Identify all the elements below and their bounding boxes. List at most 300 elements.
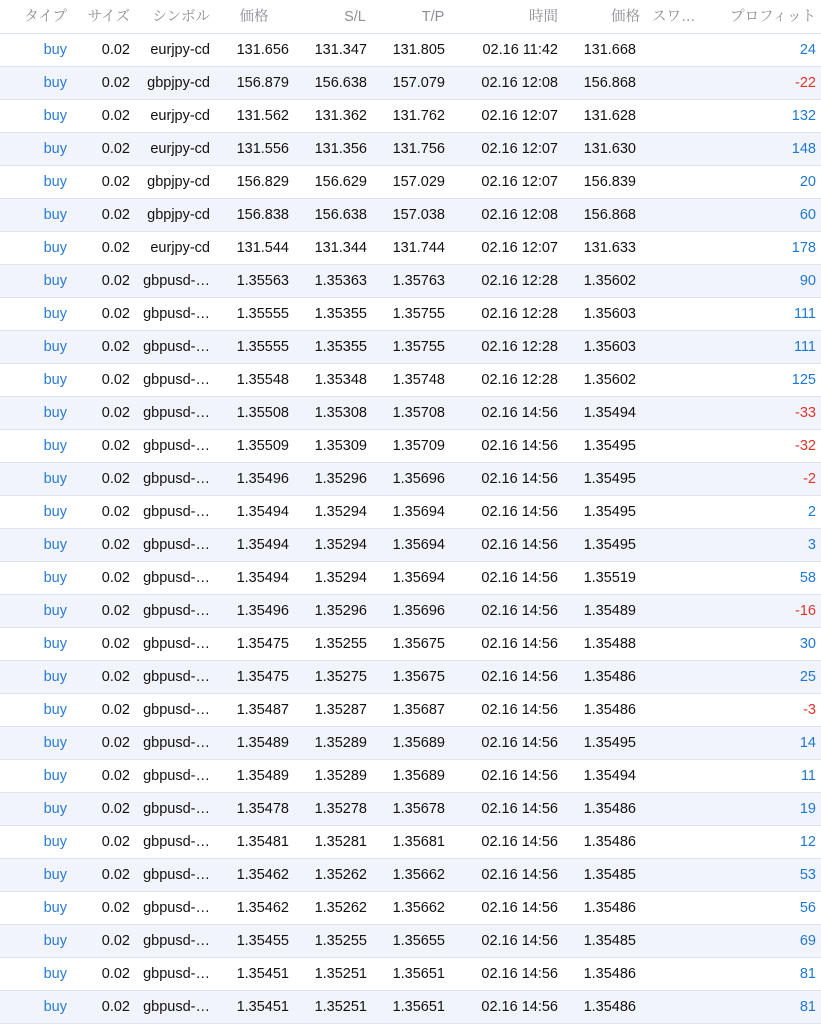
cell-take-profit: 157.038 bbox=[392, 207, 445, 223]
cell-profit: 111 bbox=[793, 339, 816, 355]
cell-symbol: eurjpy-cd bbox=[150, 108, 210, 124]
cell-stop-loss: 1.35262 bbox=[314, 900, 367, 916]
cell-take-profit: 131.805 bbox=[392, 42, 445, 58]
cell-symbol: gbpusd-… bbox=[143, 537, 210, 553]
cell-profit: 125 bbox=[791, 372, 816, 388]
cell-stop-loss: 131.347 bbox=[314, 42, 367, 58]
cell-type: buy bbox=[43, 636, 67, 652]
table-row[interactable] bbox=[0, 727, 821, 760]
cell-take-profit: 1.35696 bbox=[392, 471, 445, 487]
cell-stop-loss: 1.35355 bbox=[314, 339, 367, 355]
cell-current-price: 1.35602 bbox=[583, 372, 636, 388]
cell-take-profit: 1.35689 bbox=[392, 768, 445, 784]
cell-take-profit: 1.35662 bbox=[392, 867, 445, 883]
cell-time: 02.16 14:56 bbox=[481, 768, 558, 784]
table-row[interactable] bbox=[0, 892, 821, 925]
cell-current-price: 1.35486 bbox=[583, 669, 636, 685]
table-row[interactable] bbox=[0, 991, 821, 1024]
cell-time: 02.16 14:56 bbox=[481, 702, 558, 718]
cell-stop-loss: 1.35294 bbox=[314, 570, 367, 586]
cell-symbol: gbpjpy-cd bbox=[147, 75, 210, 91]
cell-take-profit: 131.744 bbox=[392, 240, 445, 256]
cell-type: buy bbox=[43, 339, 67, 355]
cell-profit: 148 bbox=[791, 141, 816, 157]
cell-take-profit: 1.35655 bbox=[392, 933, 445, 949]
cell-open-price: 1.35494 bbox=[236, 537, 289, 553]
cell-stop-loss: 1.35255 bbox=[314, 933, 367, 949]
cell-current-price: 1.35486 bbox=[583, 900, 636, 916]
cell-type: buy bbox=[43, 174, 67, 190]
cell-symbol: gbpusd-… bbox=[143, 504, 210, 520]
cell-stop-loss: 1.35281 bbox=[314, 834, 367, 850]
cell-size: 0.02 bbox=[101, 735, 130, 751]
cell-type: buy bbox=[43, 966, 67, 982]
cell-profit: 53 bbox=[799, 867, 816, 883]
cell-size: 0.02 bbox=[101, 141, 130, 157]
cell-open-price: 131.556 bbox=[236, 141, 289, 157]
table-row[interactable] bbox=[0, 265, 821, 298]
table-row[interactable] bbox=[0, 859, 821, 892]
cell-current-price: 1.35495 bbox=[583, 438, 636, 454]
cell-profit: -32 bbox=[795, 438, 816, 454]
column-header-symbol[interactable]: シンボル bbox=[152, 9, 210, 25]
cell-stop-loss: 1.35355 bbox=[314, 306, 367, 322]
cell-stop-loss: 1.35348 bbox=[314, 372, 367, 388]
cell-take-profit: 131.762 bbox=[392, 108, 445, 124]
cell-type: buy bbox=[43, 273, 67, 289]
cell-time: 02.16 12:07 bbox=[481, 141, 558, 157]
cell-current-price: 1.35486 bbox=[583, 801, 636, 817]
cell-open-price: 1.35496 bbox=[236, 603, 289, 619]
cell-open-price: 1.35548 bbox=[236, 372, 289, 388]
table-row[interactable] bbox=[0, 199, 821, 232]
column-header-sl[interactable]: S/L bbox=[344, 9, 366, 25]
cell-time: 02.16 14:56 bbox=[481, 438, 558, 454]
cell-size: 0.02 bbox=[101, 372, 130, 388]
cell-time: 02.16 14:56 bbox=[481, 669, 558, 685]
cell-symbol: gbpusd-… bbox=[143, 834, 210, 850]
column-header-type[interactable]: タイプ bbox=[24, 9, 67, 25]
cell-open-price: 1.35555 bbox=[236, 339, 289, 355]
cell-size: 0.02 bbox=[101, 339, 130, 355]
cell-stop-loss: 1.35255 bbox=[314, 636, 367, 652]
cell-current-price: 1.35603 bbox=[583, 306, 636, 322]
cell-stop-loss: 1.35363 bbox=[314, 273, 367, 289]
column-header-size[interactable]: サイズ bbox=[87, 9, 130, 25]
cell-time: 02.16 14:56 bbox=[481, 603, 558, 619]
column-header-profit[interactable]: プロフィット bbox=[730, 9, 816, 25]
table-row[interactable] bbox=[0, 67, 821, 100]
cell-current-price: 131.630 bbox=[583, 141, 636, 157]
cell-profit: 11 bbox=[800, 768, 816, 784]
cell-open-price: 1.35487 bbox=[236, 702, 289, 718]
cell-open-price: 1.35451 bbox=[236, 966, 289, 982]
cell-profit: 58 bbox=[799, 570, 816, 586]
cell-open-price: 1.35481 bbox=[236, 834, 289, 850]
table-row[interactable] bbox=[0, 133, 821, 166]
cell-symbol: gbpusd-… bbox=[143, 669, 210, 685]
column-header-current-price[interactable]: 価格 bbox=[611, 9, 640, 25]
table-row[interactable] bbox=[0, 694, 821, 727]
cell-open-price: 156.879 bbox=[236, 75, 289, 91]
cell-stop-loss: 1.35308 bbox=[314, 405, 367, 421]
cell-time: 02.16 12:08 bbox=[481, 207, 558, 223]
cell-type: buy bbox=[43, 240, 67, 256]
cell-take-profit: 1.35681 bbox=[392, 834, 445, 850]
cell-profit: -2 bbox=[803, 471, 816, 487]
cell-type: buy bbox=[43, 438, 67, 454]
cell-symbol: gbpusd-… bbox=[143, 900, 210, 916]
cell-size: 0.02 bbox=[101, 405, 130, 421]
cell-take-profit: 157.079 bbox=[392, 75, 445, 91]
table-row[interactable] bbox=[0, 298, 821, 331]
cell-size: 0.02 bbox=[101, 669, 130, 685]
cell-symbol: gbpusd-… bbox=[143, 372, 210, 388]
cell-time: 02.16 12:07 bbox=[481, 108, 558, 124]
table-row[interactable] bbox=[0, 430, 821, 463]
cell-take-profit: 1.35755 bbox=[392, 306, 445, 322]
cell-stop-loss: 1.35296 bbox=[314, 603, 367, 619]
cell-take-profit: 1.35696 bbox=[392, 603, 445, 619]
cell-current-price: 1.35495 bbox=[583, 471, 636, 487]
cell-take-profit: 157.029 bbox=[392, 174, 445, 190]
cell-current-price: 1.35486 bbox=[583, 966, 636, 982]
cell-size: 0.02 bbox=[101, 306, 130, 322]
cell-profit: 19 bbox=[799, 801, 816, 817]
cell-current-price: 1.35485 bbox=[583, 867, 636, 883]
column-header-time[interactable]: 時間 bbox=[529, 9, 558, 25]
table-row[interactable] bbox=[0, 925, 821, 958]
cell-profit: 132 bbox=[791, 108, 816, 124]
cell-stop-loss: 156.638 bbox=[314, 75, 367, 91]
cell-profit: 12 bbox=[799, 834, 816, 850]
cell-current-price: 156.839 bbox=[583, 174, 636, 190]
cell-stop-loss: 156.638 bbox=[314, 207, 367, 223]
cell-symbol: gbpusd-… bbox=[143, 273, 210, 289]
table-row[interactable] bbox=[0, 331, 821, 364]
cell-time: 02.16 12:28 bbox=[481, 273, 558, 289]
table-row[interactable] bbox=[0, 562, 821, 595]
cell-profit: 69 bbox=[799, 933, 816, 949]
cell-profit: -33 bbox=[795, 405, 816, 421]
cell-current-price: 1.35519 bbox=[583, 570, 636, 586]
cell-stop-loss: 131.362 bbox=[314, 108, 367, 124]
cell-size: 0.02 bbox=[101, 75, 130, 91]
cell-size: 0.02 bbox=[101, 240, 130, 256]
cell-type: buy bbox=[43, 372, 67, 388]
cell-profit: 2 bbox=[807, 504, 816, 520]
cell-symbol: gbpusd-… bbox=[143, 405, 210, 421]
cell-stop-loss: 1.35275 bbox=[314, 669, 367, 685]
cell-take-profit: 1.35675 bbox=[392, 669, 445, 685]
table-row[interactable] bbox=[0, 628, 821, 661]
cell-type: buy bbox=[43, 207, 67, 223]
table-row[interactable] bbox=[0, 793, 821, 826]
cell-open-price: 131.562 bbox=[236, 108, 289, 124]
cell-open-price: 1.35494 bbox=[236, 570, 289, 586]
cell-profit: 20 bbox=[799, 174, 816, 190]
cell-stop-loss: 1.35289 bbox=[314, 768, 367, 784]
cell-stop-loss: 1.35287 bbox=[314, 702, 367, 718]
cell-stop-loss: 156.629 bbox=[314, 174, 367, 190]
cell-size: 0.02 bbox=[101, 42, 130, 58]
cell-profit: 30 bbox=[799, 636, 816, 652]
cell-time: 02.16 12:08 bbox=[481, 75, 558, 91]
cell-stop-loss: 131.356 bbox=[314, 141, 367, 157]
cell-current-price: 1.35486 bbox=[583, 834, 636, 850]
cell-type: buy bbox=[43, 933, 67, 949]
cell-profit: 90 bbox=[799, 273, 816, 289]
cell-profit: 81 bbox=[799, 966, 816, 982]
cell-size: 0.02 bbox=[101, 900, 130, 916]
cell-type: buy bbox=[43, 735, 67, 751]
table-row[interactable] bbox=[0, 34, 821, 67]
cell-current-price: 131.628 bbox=[583, 108, 636, 124]
cell-size: 0.02 bbox=[101, 834, 130, 850]
cell-take-profit: 1.35662 bbox=[392, 900, 445, 916]
cell-time: 02.16 12:07 bbox=[481, 174, 558, 190]
cell-open-price: 1.35508 bbox=[236, 405, 289, 421]
cell-size: 0.02 bbox=[101, 108, 130, 124]
table-row[interactable] bbox=[0, 661, 821, 694]
cell-current-price: 156.868 bbox=[583, 75, 636, 91]
cell-open-price: 1.35462 bbox=[236, 867, 289, 883]
cell-symbol: gbpusd-… bbox=[143, 735, 210, 751]
cell-type: buy bbox=[43, 471, 67, 487]
cell-take-profit: 1.35689 bbox=[392, 735, 445, 751]
cell-profit: 81 bbox=[799, 999, 816, 1015]
cell-current-price: 156.868 bbox=[583, 207, 636, 223]
cell-current-price: 1.35494 bbox=[583, 768, 636, 784]
cell-symbol: gbpjpy-cd bbox=[147, 174, 210, 190]
cell-type: buy bbox=[43, 504, 67, 520]
table-row[interactable] bbox=[0, 529, 821, 562]
cell-time: 02.16 12:28 bbox=[481, 372, 558, 388]
cell-profit: 178 bbox=[791, 240, 816, 256]
cell-profit: -22 bbox=[795, 75, 816, 91]
cell-open-price: 156.838 bbox=[236, 207, 289, 223]
cell-profit: -3 bbox=[803, 702, 816, 718]
cell-time: 02.16 12:07 bbox=[481, 240, 558, 256]
cell-symbol: eurjpy-cd bbox=[150, 141, 210, 157]
cell-type: buy bbox=[43, 702, 67, 718]
cell-stop-loss: 1.35262 bbox=[314, 867, 367, 883]
cell-symbol: gbpusd-… bbox=[143, 999, 210, 1015]
cell-profit: -16 bbox=[795, 603, 816, 619]
cell-size: 0.02 bbox=[101, 636, 130, 652]
table-row[interactable] bbox=[0, 100, 821, 133]
cell-size: 0.02 bbox=[101, 603, 130, 619]
cell-profit: 56 bbox=[799, 900, 816, 916]
cell-symbol: gbpusd-… bbox=[143, 306, 210, 322]
table-row[interactable] bbox=[0, 760, 821, 793]
cell-profit: 24 bbox=[799, 42, 816, 58]
cell-type: buy bbox=[43, 999, 67, 1015]
cell-size: 0.02 bbox=[101, 504, 130, 520]
cell-time: 02.16 14:56 bbox=[481, 834, 558, 850]
cell-symbol: gbpusd-… bbox=[143, 768, 210, 784]
cell-stop-loss: 1.35309 bbox=[314, 438, 367, 454]
cell-open-price: 1.35478 bbox=[236, 801, 289, 817]
cell-take-profit: 1.35694 bbox=[392, 537, 445, 553]
cell-stop-loss: 1.35296 bbox=[314, 471, 367, 487]
cell-type: buy bbox=[43, 141, 67, 157]
cell-type: buy bbox=[43, 768, 67, 784]
table-row[interactable] bbox=[0, 496, 821, 529]
cell-current-price: 1.35494 bbox=[583, 405, 636, 421]
cell-take-profit: 1.35651 bbox=[392, 966, 445, 982]
cell-take-profit: 1.35748 bbox=[392, 372, 445, 388]
cell-symbol: gbpusd-… bbox=[143, 702, 210, 718]
cell-current-price: 1.35495 bbox=[583, 537, 636, 553]
cell-time: 02.16 14:56 bbox=[481, 537, 558, 553]
cell-symbol: eurjpy-cd bbox=[150, 42, 210, 58]
cell-size: 0.02 bbox=[101, 471, 130, 487]
cell-symbol: gbpusd-… bbox=[143, 801, 210, 817]
cell-take-profit: 1.35687 bbox=[392, 702, 445, 718]
cell-symbol: gbpusd-… bbox=[143, 966, 210, 982]
cell-symbol: gbpjpy-cd bbox=[147, 207, 210, 223]
cell-time: 02.16 14:56 bbox=[481, 933, 558, 949]
cell-size: 0.02 bbox=[101, 702, 130, 718]
cell-open-price: 131.544 bbox=[236, 240, 289, 256]
cell-type: buy bbox=[43, 900, 67, 916]
cell-symbol: eurjpy-cd bbox=[150, 240, 210, 256]
cell-time: 02.16 12:28 bbox=[481, 339, 558, 355]
cell-current-price: 131.668 bbox=[583, 42, 636, 58]
cell-stop-loss: 1.35251 bbox=[314, 999, 367, 1015]
cell-time: 02.16 14:56 bbox=[481, 570, 558, 586]
table-row[interactable] bbox=[0, 826, 821, 859]
cell-stop-loss: 1.35278 bbox=[314, 801, 367, 817]
cell-open-price: 1.35462 bbox=[236, 900, 289, 916]
cell-open-price: 1.35475 bbox=[236, 669, 289, 685]
cell-type: buy bbox=[43, 306, 67, 322]
cell-size: 0.02 bbox=[101, 537, 130, 553]
cell-current-price: 131.633 bbox=[583, 240, 636, 256]
cell-size: 0.02 bbox=[101, 570, 130, 586]
cell-open-price: 1.35489 bbox=[236, 768, 289, 784]
cell-profit: 111 bbox=[793, 306, 816, 322]
cell-stop-loss: 1.35294 bbox=[314, 537, 367, 553]
column-header-tp[interactable]: T/P bbox=[421, 9, 445, 25]
table-row[interactable] bbox=[0, 595, 821, 628]
cell-current-price: 1.35602 bbox=[583, 273, 636, 289]
cell-size: 0.02 bbox=[101, 207, 130, 223]
cell-symbol: gbpusd-… bbox=[143, 867, 210, 883]
cell-type: buy bbox=[43, 42, 67, 58]
cell-time: 02.16 14:56 bbox=[481, 735, 558, 751]
table-body bbox=[0, 34, 821, 1024]
cell-current-price: 1.35495 bbox=[583, 735, 636, 751]
cell-time: 02.16 14:56 bbox=[481, 504, 558, 520]
cell-take-profit: 1.35651 bbox=[392, 999, 445, 1015]
cell-size: 0.02 bbox=[101, 174, 130, 190]
cell-profit: 14 bbox=[799, 735, 816, 751]
cell-stop-loss: 1.35294 bbox=[314, 504, 367, 520]
cell-stop-loss: 1.35289 bbox=[314, 735, 367, 751]
cell-open-price: 1.35455 bbox=[236, 933, 289, 949]
cell-time: 02.16 14:56 bbox=[481, 801, 558, 817]
cell-current-price: 1.35603 bbox=[583, 339, 636, 355]
cell-type: buy bbox=[43, 867, 67, 883]
cell-current-price: 1.35489 bbox=[583, 603, 636, 619]
cell-time: 02.16 14:56 bbox=[481, 867, 558, 883]
cell-type: buy bbox=[43, 570, 67, 586]
cell-type: buy bbox=[43, 603, 67, 619]
cell-time: 02.16 12:28 bbox=[481, 306, 558, 322]
column-header-swap[interactable]: スワ… bbox=[652, 9, 696, 25]
table-row[interactable] bbox=[0, 364, 821, 397]
cell-time: 02.16 11:42 bbox=[482, 42, 558, 58]
cell-open-price: 1.35563 bbox=[236, 273, 289, 289]
cell-open-price: 131.656 bbox=[236, 42, 289, 58]
cell-profit: 25 bbox=[799, 669, 816, 685]
cell-current-price: 1.35488 bbox=[583, 636, 636, 652]
cell-symbol: gbpusd-… bbox=[143, 603, 210, 619]
cell-symbol: gbpusd-… bbox=[143, 570, 210, 586]
cell-size: 0.02 bbox=[101, 999, 130, 1015]
cell-take-profit: 1.35709 bbox=[392, 438, 445, 454]
cell-symbol: gbpusd-… bbox=[143, 438, 210, 454]
cell-size: 0.02 bbox=[101, 768, 130, 784]
cell-size: 0.02 bbox=[101, 273, 130, 289]
cell-take-profit: 1.35708 bbox=[392, 405, 445, 421]
cell-size: 0.02 bbox=[101, 801, 130, 817]
cell-current-price: 1.35486 bbox=[583, 999, 636, 1015]
cell-profit: 60 bbox=[799, 207, 816, 223]
cell-open-price: 1.35451 bbox=[236, 999, 289, 1015]
cell-current-price: 1.35486 bbox=[583, 702, 636, 718]
table-row[interactable] bbox=[0, 958, 821, 991]
cell-take-profit: 1.35694 bbox=[392, 504, 445, 520]
cell-take-profit: 1.35763 bbox=[392, 273, 445, 289]
cell-time: 02.16 14:56 bbox=[481, 636, 558, 652]
cell-open-price: 1.35489 bbox=[236, 735, 289, 751]
table-row[interactable] bbox=[0, 232, 821, 265]
cell-time: 02.16 14:56 bbox=[481, 966, 558, 982]
cell-take-profit: 1.35678 bbox=[392, 801, 445, 817]
table-row[interactable] bbox=[0, 463, 821, 496]
cell-type: buy bbox=[43, 537, 67, 553]
cell-current-price: 1.35485 bbox=[583, 933, 636, 949]
table-row[interactable] bbox=[0, 397, 821, 430]
cell-type: buy bbox=[43, 834, 67, 850]
table-header bbox=[0, 0, 821, 34]
table-row[interactable] bbox=[0, 166, 821, 199]
cell-open-price: 1.35509 bbox=[236, 438, 289, 454]
cell-stop-loss: 1.35251 bbox=[314, 966, 367, 982]
cell-open-price: 1.35475 bbox=[236, 636, 289, 652]
cell-profit: 3 bbox=[807, 537, 816, 553]
cell-take-profit: 131.756 bbox=[392, 141, 445, 157]
cell-open-price: 1.35494 bbox=[236, 504, 289, 520]
cell-size: 0.02 bbox=[101, 867, 130, 883]
column-header-price[interactable]: 価格 bbox=[239, 9, 269, 25]
cell-stop-loss: 131.344 bbox=[314, 240, 367, 256]
cell-type: buy bbox=[43, 75, 67, 91]
cell-symbol: gbpusd-… bbox=[143, 339, 210, 355]
cell-take-profit: 1.35675 bbox=[392, 636, 445, 652]
cell-take-profit: 1.35755 bbox=[392, 339, 445, 355]
cell-type: buy bbox=[43, 108, 67, 124]
cell-type: buy bbox=[43, 801, 67, 817]
cell-open-price: 156.829 bbox=[236, 174, 289, 190]
cell-type: buy bbox=[43, 669, 67, 685]
cell-time: 02.16 14:56 bbox=[481, 999, 558, 1015]
cell-time: 02.16 14:56 bbox=[481, 900, 558, 916]
cell-symbol: gbpusd-… bbox=[143, 471, 210, 487]
